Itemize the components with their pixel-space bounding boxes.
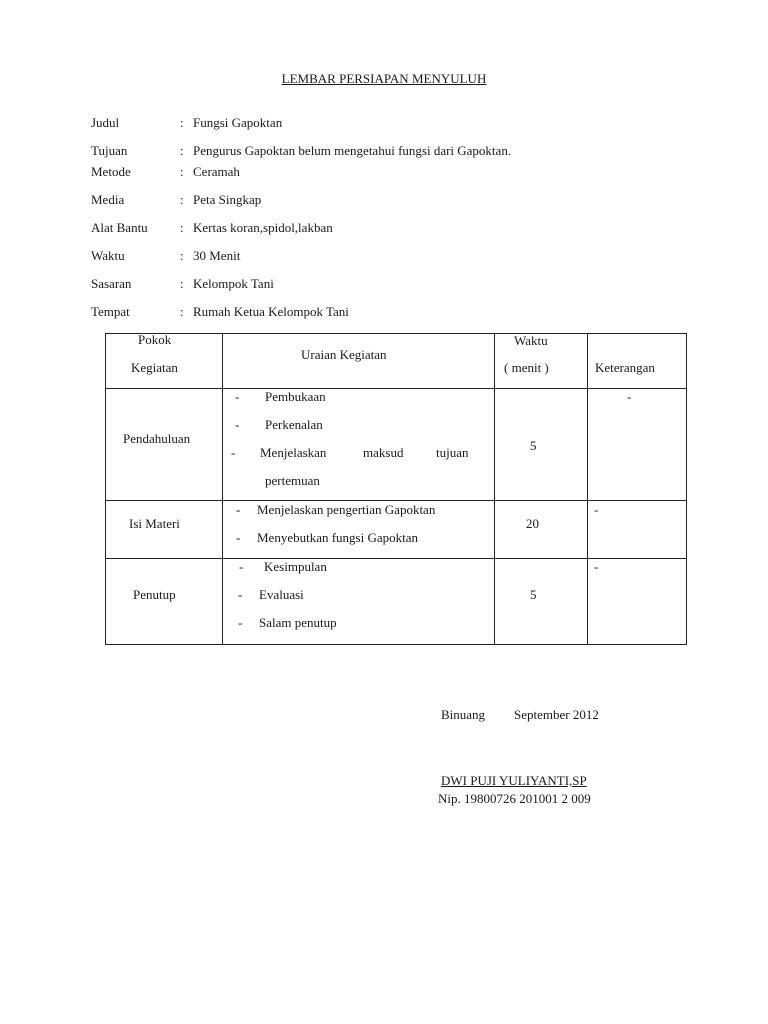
field-colon: : <box>180 192 184 207</box>
field-colon: : <box>180 143 184 158</box>
list-item: Evaluasi <box>259 587 304 602</box>
header-waktu: Waktu <box>514 333 548 348</box>
list-item: Pembukaan <box>265 389 326 404</box>
field-colon: : <box>180 115 184 130</box>
field-label: Waktu <box>91 248 125 263</box>
bullet-dash: - <box>235 417 240 432</box>
field-label: Alat Bantu <box>91 220 148 235</box>
document-title: LEMBAR PERSIAPAN MENYULUH <box>281 71 487 86</box>
field-label: Tujuan <box>91 143 128 158</box>
row-pokok: Penutup <box>133 587 176 602</box>
table-row-divider <box>105 500 686 501</box>
row-waktu: 5 <box>530 438 537 453</box>
header-keterangan: Keterangan <box>595 360 655 375</box>
field-value: Rumah Ketua Kelompok Tani <box>193 304 349 319</box>
field-value: Pengurus Gapoktan belum mengetahui fungsi dari Gapoktan. <box>193 143 512 158</box>
table-border-top <box>105 333 686 334</box>
header-uraian: Uraian Kegiatan <box>301 347 387 362</box>
bullet-dash: - <box>231 445 236 460</box>
list-item: Menjelaskan pengertian Gapoktan <box>257 502 436 517</box>
bullet-dash: - <box>236 530 241 545</box>
field-colon: : <box>180 220 184 235</box>
field-label: Tempat <box>91 304 130 319</box>
table-col-divider <box>587 333 588 644</box>
list-item-word: Menjelaskan <box>260 445 327 460</box>
header-waktu-unit: ( menit ) <box>504 360 549 375</box>
field-value: Peta Singkap <box>193 192 262 207</box>
signatory-name: DWI PUJI YULIYANTI,SP <box>441 773 587 788</box>
signatory-nip: Nip. 19800726 201001 2 009 <box>438 791 591 806</box>
row-keterangan: - <box>627 389 632 404</box>
field-label: Metode <box>91 164 131 179</box>
field-colon: : <box>180 164 184 179</box>
signature-place: Binuang <box>441 707 486 722</box>
table-header-divider <box>105 388 686 389</box>
list-item: Kesimpulan <box>264 559 327 574</box>
bullet-dash: - <box>235 389 240 404</box>
table-col-divider <box>222 333 223 644</box>
field-label: Sasaran <box>91 276 132 291</box>
table-col-divider <box>494 333 495 644</box>
field-value: Kertas koran,spidol,lakban <box>193 220 333 235</box>
field-colon: : <box>180 276 184 291</box>
row-keterangan: - <box>594 559 599 574</box>
list-item-continuation: pertemuan <box>265 473 320 488</box>
field-colon: : <box>180 304 184 319</box>
field-colon: : <box>180 248 184 263</box>
bullet-dash: - <box>239 559 244 574</box>
table-border-right <box>686 333 687 644</box>
field-value: Ceramah <box>193 164 240 179</box>
table-row-divider <box>105 558 686 559</box>
row-pokok: Isi Materi <box>129 516 180 531</box>
list-item: Menyebutkan fungsi Gapoktan <box>257 530 419 545</box>
header-pokok: Pokok <box>138 332 172 347</box>
list-item-word: maksud <box>363 445 404 460</box>
table-border-left <box>105 333 106 644</box>
list-item: Salam penutup <box>259 615 337 630</box>
field-value: Kelompok Tani <box>193 276 274 291</box>
field-value: Fungsi Gapoktan <box>193 115 283 130</box>
header-kegiatan: Kegiatan <box>131 360 178 375</box>
field-label: Judul <box>91 115 120 130</box>
row-waktu: 5 <box>530 587 537 602</box>
bullet-dash: - <box>238 615 243 630</box>
table-border-bottom <box>105 644 687 645</box>
bullet-dash: - <box>238 587 243 602</box>
list-item: Perkenalan <box>265 417 323 432</box>
row-waktu: 20 <box>526 516 539 531</box>
bullet-dash: - <box>236 502 241 517</box>
field-value: 30 Menit <box>193 248 241 263</box>
field-label: Media <box>91 192 125 207</box>
list-item-word: tujuan <box>436 445 469 460</box>
signature-date: September 2012 <box>514 707 599 722</box>
row-keterangan: - <box>594 502 599 517</box>
row-pokok: Pendahuluan <box>123 431 191 446</box>
